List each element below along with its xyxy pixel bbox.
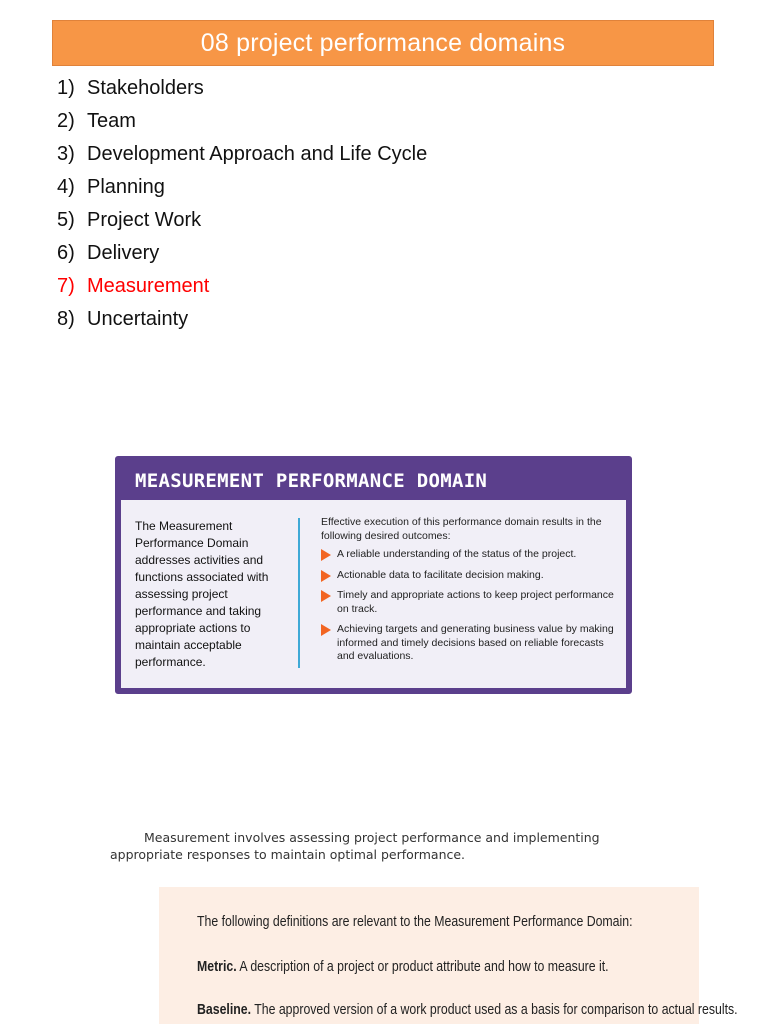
card-divider: [298, 518, 300, 668]
metric-term: Metric.: [197, 958, 237, 975]
card-outcomes-panel: [321, 516, 621, 671]
card-inner: [121, 462, 626, 688]
slide-title: 08 project performance domains: [200, 28, 566, 57]
domain-list: [57, 72, 427, 336]
outcome-item: A reliable understanding of the status of the project.: [321, 548, 621, 562]
list-item-active-measurement: 7) Measurement: [57, 275, 210, 297]
outcome-item: Achieving targets and generating business value by making informed and timely decisions based on reliable forecasts and evaluations.: [321, 623, 621, 664]
triangle-bullet-icon: [321, 590, 331, 602]
measurement-summary: Measurement involves assessing project performance and implementing appropriate responses to maintain optimal performance.: [110, 829, 600, 862]
card-header: MEASUREMENT PERFORMANCE DOMAIN: [121, 462, 626, 500]
list-item: 2) Team: [57, 110, 136, 132]
outcomes-intro: Effective execution of this performance domain results in the following desired outcomes:: [321, 516, 602, 542]
triangle-bullet-icon: [321, 624, 331, 636]
outcome-item: Timely and appropriate actions to keep project performance on track.: [321, 589, 621, 616]
baseline-term: Baseline.: [197, 1001, 252, 1018]
baseline-text: The approved version of a work product used as a basis for comparison to actual results.: [251, 1001, 738, 1018]
triangle-bullet-icon: [321, 570, 331, 582]
card-body: [121, 500, 626, 688]
definition-baseline: [197, 1001, 738, 1018]
list-item: 3) Development Approach and Life Cycle: [57, 143, 428, 165]
definitions-box: [159, 887, 738, 1024]
outcomes-list: [321, 548, 621, 664]
metric-text: A description of a project or product attribute and how to measure it.: [236, 958, 609, 975]
list-item: 6) Delivery: [57, 242, 160, 264]
outcome-item: Actionable data to facilitate decision making.: [321, 569, 621, 583]
list-item: 8) Uncertainty: [57, 308, 189, 330]
card-description: The Measurement Performance Domain addresses activities and functions associated with assessing project performance and taking appropriate actions to maintain acceptable performance.: [135, 519, 269, 669]
list-item: 5) Project Work: [57, 209, 202, 231]
definition-metric: [197, 958, 609, 975]
list-item: 1) Stakeholders: [57, 77, 204, 99]
definitions-intro: The following definitions are relevant to the Measurement Performance Domain:: [197, 913, 633, 930]
measurement-domain-card: [115, 456, 632, 694]
slide-title-bar: [52, 20, 714, 66]
list-item: 4) Planning: [57, 176, 165, 198]
triangle-bullet-icon: [321, 549, 331, 561]
